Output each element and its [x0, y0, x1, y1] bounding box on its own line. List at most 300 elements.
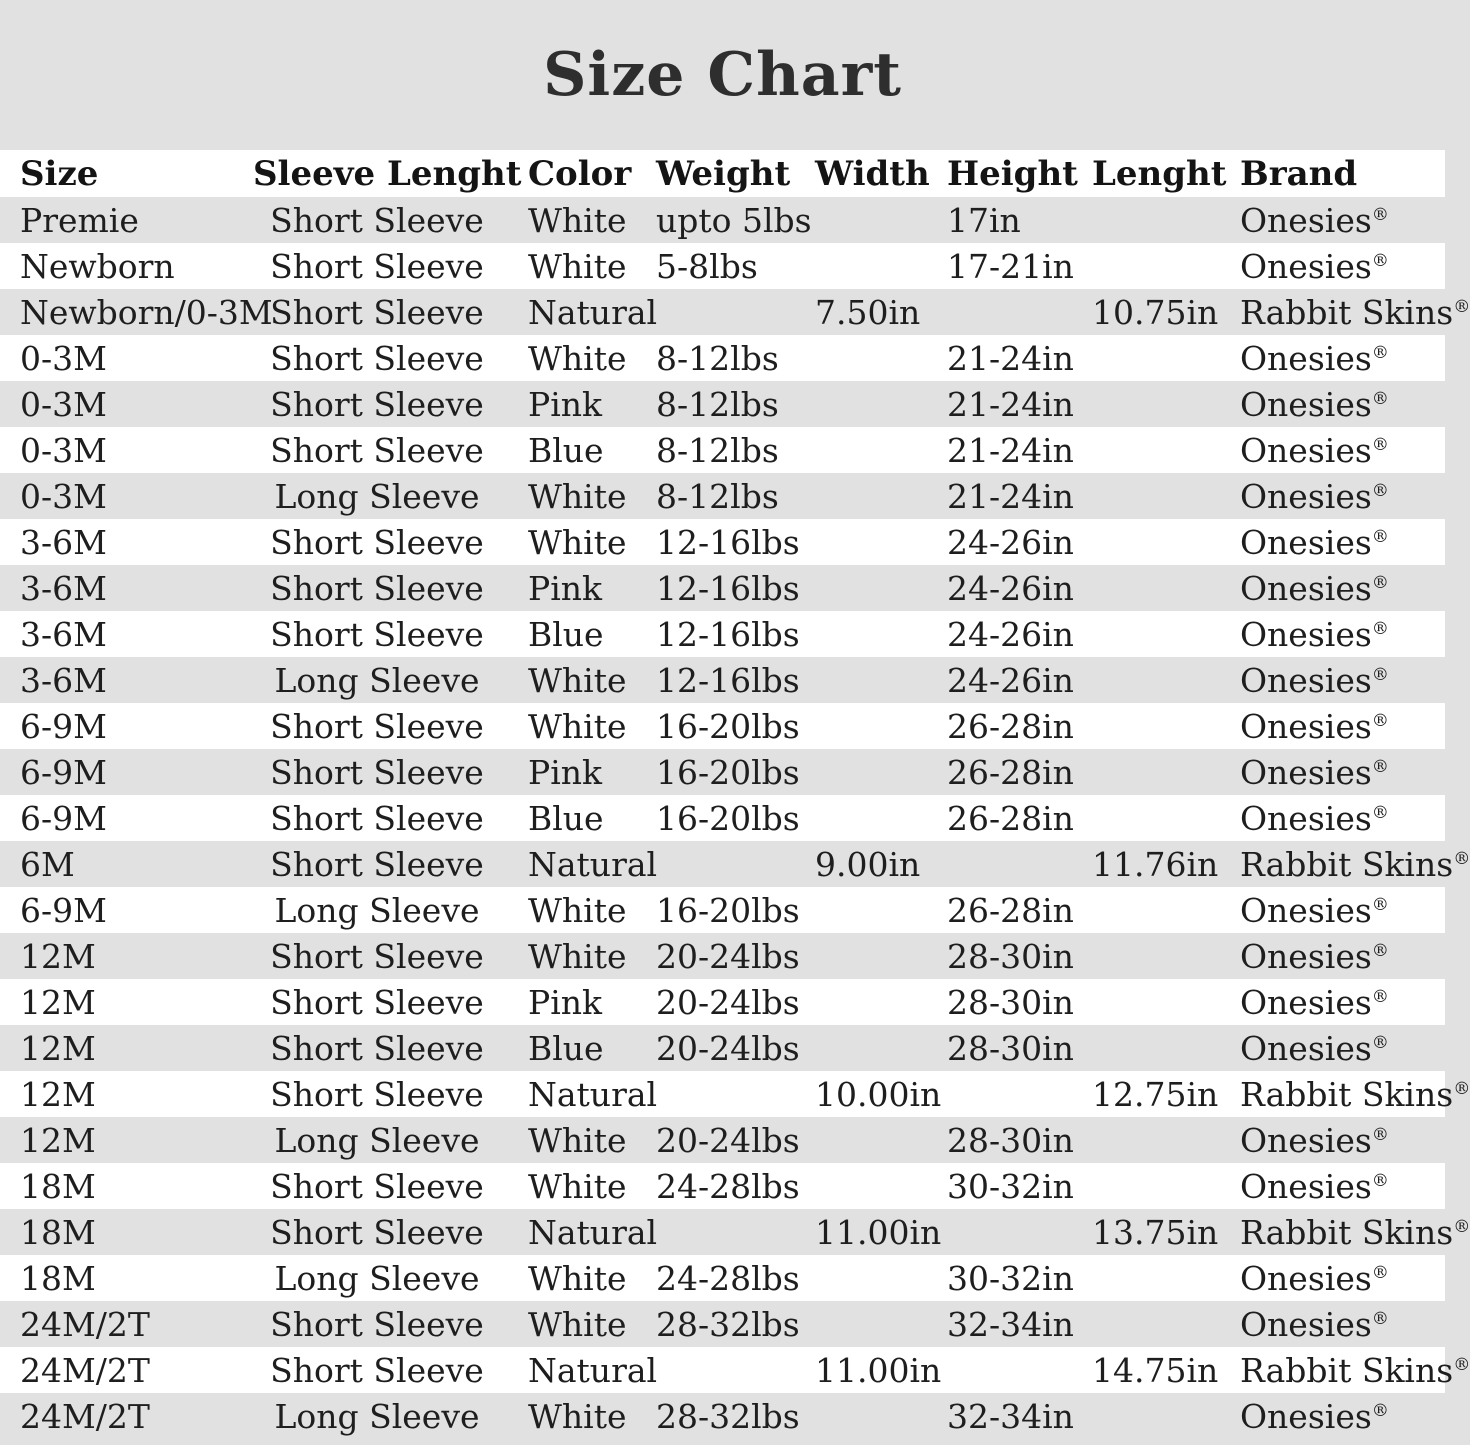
cell-weight: 24-28lbs — [656, 1258, 800, 1298]
cell-size: 0-3M — [20, 384, 107, 424]
registered-trademark-symbol: ® — [1371, 1124, 1389, 1145]
cell-lenght — [1092, 887, 1240, 933]
cell-lenght: 11.76in — [1092, 844, 1219, 884]
cell-brand — [1240, 381, 1445, 427]
cell-lenght — [1092, 427, 1240, 473]
cell-sleeve-lenght: Short Sleeve — [270, 1028, 484, 1068]
cell-sleeve-lenght: Short Sleeve — [270, 1304, 484, 1344]
cell-color: White — [528, 1120, 627, 1160]
cell-sleeve-lenght: Long Sleeve — [274, 890, 480, 930]
cell-brand — [1240, 611, 1445, 657]
cell-color: Natural — [528, 1350, 658, 1390]
registered-trademark-symbol: ® — [1371, 986, 1389, 1007]
cell-brand — [1240, 1347, 1470, 1393]
cell-height: 28-30in — [947, 1028, 1074, 1068]
cell-sleeve-lenght: Long Sleeve — [274, 1396, 480, 1436]
registered-trademark-symbol: ® — [1371, 756, 1389, 777]
cell-lenght — [1092, 197, 1240, 243]
cell-size: 3-6M — [20, 614, 107, 654]
cell-width: 11.00in — [815, 1350, 942, 1390]
cell-height: 21-24in — [947, 430, 1074, 470]
cell-weight: 24-28lbs — [656, 1166, 800, 1206]
brand-name: Onesies — [1240, 476, 1372, 516]
table-row — [0, 611, 1445, 657]
cell-height: 26-28in — [947, 706, 1074, 746]
cell-sleeve-lenght: Long Sleeve — [274, 1120, 480, 1160]
table-row — [0, 749, 1445, 795]
cell-lenght — [1092, 1117, 1240, 1163]
cell-color: White — [528, 1258, 627, 1298]
cell-sleeve-lenght: Short Sleeve — [270, 292, 484, 332]
cell-height: 28-30in — [947, 982, 1074, 1022]
cell-lenght — [1092, 657, 1240, 703]
cell-brand — [1240, 1071, 1470, 1117]
cell-lenght — [1092, 565, 1240, 611]
registered-trademark-symbol: ® — [1371, 1400, 1389, 1421]
cell-color: Pink — [528, 384, 603, 424]
cell-weight: 16-20lbs — [656, 752, 800, 792]
brand-name: Onesies — [1240, 890, 1372, 930]
cell-size: 18M — [20, 1258, 96, 1298]
table-row — [0, 473, 1445, 519]
registered-trademark-symbol: ® — [1371, 1262, 1389, 1283]
cell-sleeve-lenght: Short Sleeve — [270, 1212, 484, 1252]
brand-name: Onesies — [1240, 200, 1372, 240]
cell-weight: 16-20lbs — [656, 706, 800, 746]
cell-sleeve-lenght: Short Sleeve — [270, 200, 484, 240]
cell-brand — [1240, 933, 1445, 979]
registered-trademark-symbol: ® — [1371, 710, 1389, 731]
cell-sleeve-lenght: Short Sleeve — [270, 798, 484, 838]
cell-weight: 16-20lbs — [656, 890, 800, 930]
registered-trademark-symbol: ® — [1371, 940, 1389, 961]
cell-lenght — [1092, 1163, 1240, 1209]
cell-brand — [1240, 1117, 1445, 1163]
table-row — [0, 703, 1445, 749]
cell-width — [815, 703, 947, 749]
table-row — [0, 289, 1445, 335]
brand-name: Onesies — [1240, 982, 1372, 1022]
cell-brand — [1240, 1163, 1445, 1209]
cell-color: White — [528, 246, 627, 286]
brand-name: Onesies — [1240, 1304, 1372, 1344]
header-row — [0, 150, 1445, 197]
cell-size: 0-3M — [20, 338, 107, 378]
cell-weight: 12-16lbs — [656, 660, 800, 700]
cell-weight: 12-16lbs — [656, 568, 800, 608]
cell-brand — [1240, 1209, 1470, 1255]
cell-size: Newborn — [20, 246, 175, 286]
cell-size: 24M/2T — [20, 1350, 150, 1390]
cell-weight — [656, 841, 815, 887]
cell-lenght: 13.75in — [1092, 1212, 1219, 1252]
brand-name: Onesies — [1240, 522, 1372, 562]
cell-lenght — [1092, 979, 1240, 1025]
cell-sleeve-lenght: Short Sleeve — [270, 568, 484, 608]
cell-height: 30-32in — [947, 1166, 1074, 1206]
cell-lenght — [1092, 1393, 1240, 1439]
table-row — [0, 1071, 1445, 1117]
cell-sleeve-lenght: Short Sleeve — [270, 430, 484, 470]
registered-trademark-symbol: ® — [1371, 572, 1389, 593]
cell-sleeve-lenght: Short Sleeve — [270, 982, 484, 1022]
cell-color: White — [528, 706, 627, 746]
registered-trademark-symbol: ® — [1453, 1216, 1470, 1237]
cell-color: White — [528, 200, 627, 240]
table-row — [0, 519, 1445, 565]
brand-name: Onesies — [1240, 798, 1372, 838]
table-row — [0, 197, 1445, 243]
cell-brand — [1240, 979, 1445, 1025]
cell-size: 0-3M — [20, 430, 107, 470]
cell-weight: 20-24lbs — [656, 1028, 800, 1068]
cell-brand — [1240, 1393, 1445, 1439]
cell-height: 26-28in — [947, 798, 1074, 838]
cell-lenght — [1092, 243, 1240, 289]
cell-lenght: 10.75in — [1092, 292, 1219, 332]
cell-height: 24-26in — [947, 660, 1074, 700]
table-row — [0, 1301, 1445, 1347]
brand-name: Rabbit Skins — [1240, 1350, 1454, 1390]
cell-brand — [1240, 1301, 1445, 1347]
table-row — [0, 381, 1445, 427]
cell-width — [815, 565, 947, 611]
cell-color: White — [528, 936, 627, 976]
cell-lenght — [1092, 749, 1240, 795]
registered-trademark-symbol: ® — [1371, 894, 1389, 915]
cell-color: Natural — [528, 844, 658, 884]
brand-name: Onesies — [1240, 430, 1372, 470]
cell-weight: 28-32lbs — [656, 1304, 800, 1344]
cell-width — [815, 979, 947, 1025]
cell-size: 6M — [20, 844, 75, 884]
cell-weight: 20-24lbs — [656, 982, 800, 1022]
cell-width — [815, 1255, 947, 1301]
cell-size: 18M — [20, 1212, 96, 1252]
registered-trademark-symbol: ® — [1371, 434, 1389, 455]
cell-weight: 16-20lbs — [656, 798, 800, 838]
brand-name: Onesies — [1240, 660, 1372, 700]
registered-trademark-symbol: ® — [1371, 1032, 1389, 1053]
cell-brand — [1240, 519, 1445, 565]
cell-brand — [1240, 565, 1445, 611]
cell-height: 30-32in — [947, 1258, 1074, 1298]
brand-name: Onesies — [1240, 614, 1372, 654]
table-body — [0, 197, 1470, 1439]
registered-trademark-symbol: ® — [1371, 802, 1389, 823]
cell-lenght — [1092, 473, 1240, 519]
cell-brand — [1240, 703, 1445, 749]
cell-weight: 5-8lbs — [656, 246, 758, 286]
cell-height: 21-24in — [947, 384, 1074, 424]
cell-width: 9.00in — [815, 844, 921, 884]
brand-name: Onesies — [1240, 246, 1372, 286]
cell-weight: 8-12lbs — [656, 476, 779, 516]
cell-width — [815, 427, 947, 473]
cell-width — [815, 335, 947, 381]
brand-name: Onesies — [1240, 752, 1372, 792]
cell-color: White — [528, 1166, 627, 1206]
cell-width — [815, 381, 947, 427]
cell-sleeve-lenght: Short Sleeve — [270, 752, 484, 792]
cell-brand — [1240, 427, 1445, 473]
cell-height — [947, 1209, 1092, 1255]
brand-name: Rabbit Skins — [1240, 292, 1454, 332]
cell-size: 24M/2T — [20, 1304, 150, 1344]
title-band — [0, 0, 1445, 150]
registered-trademark-symbol: ® — [1453, 1078, 1470, 1099]
registered-trademark-symbol: ® — [1371, 664, 1389, 685]
cell-color: Natural — [528, 1212, 658, 1252]
cell-sleeve-lenght: Short Sleeve — [270, 936, 484, 976]
cell-height: 26-28in — [947, 890, 1074, 930]
table-row — [0, 1117, 1445, 1163]
brand-name: Onesies — [1240, 1396, 1372, 1436]
cell-height: 28-30in — [947, 936, 1074, 976]
cell-size: 12M — [20, 936, 96, 976]
cell-brand — [1240, 243, 1445, 289]
registered-trademark-symbol: ® — [1453, 848, 1470, 869]
cell-sleeve-lenght: Long Sleeve — [274, 660, 480, 700]
table-row — [0, 1255, 1445, 1301]
brand-name: Onesies — [1240, 1028, 1372, 1068]
cell-height: 26-28in — [947, 752, 1074, 792]
cell-color: Natural — [528, 1074, 658, 1114]
registered-trademark-symbol: ® — [1371, 342, 1389, 363]
cell-height: 32-34in — [947, 1304, 1074, 1344]
cell-color: White — [528, 1396, 627, 1436]
cell-height: 24-26in — [947, 614, 1074, 654]
cell-sleeve-lenght: Short Sleeve — [270, 338, 484, 378]
cell-sleeve-lenght: Long Sleeve — [274, 476, 480, 516]
cell-color: Natural — [528, 292, 658, 332]
brand-name: Onesies — [1240, 338, 1372, 378]
cell-weight: upto 5lbs — [656, 200, 812, 240]
cell-width — [815, 1393, 947, 1439]
cell-weight — [656, 1347, 815, 1393]
brand-name: Onesies — [1240, 568, 1372, 608]
cell-sleeve-lenght: Short Sleeve — [270, 1350, 484, 1390]
cell-width — [815, 933, 947, 979]
cell-lenght — [1092, 933, 1240, 979]
cell-brand — [1240, 841, 1470, 887]
table-row — [0, 565, 1445, 611]
registered-trademark-symbol: ® — [1371, 1170, 1389, 1191]
cell-height: 21-24in — [947, 476, 1074, 516]
cell-sleeve-lenght: Short Sleeve — [270, 1074, 484, 1114]
column-header-width: Width — [815, 153, 930, 194]
cell-sleeve-lenght: Short Sleeve — [270, 522, 484, 562]
cell-brand — [1240, 887, 1445, 933]
cell-weight: 20-24lbs — [656, 936, 800, 976]
cell-height: 17in — [947, 200, 1021, 240]
table-row — [0, 1209, 1445, 1255]
cell-size: Premie — [20, 200, 139, 240]
cell-width: 11.00in — [815, 1212, 942, 1252]
column-header-size: Size — [20, 153, 99, 194]
table-row — [0, 657, 1445, 703]
cell-height — [947, 1071, 1092, 1117]
cell-brand — [1240, 335, 1445, 381]
table-row — [0, 243, 1445, 289]
cell-height: 24-26in — [947, 522, 1074, 562]
cell-weight: 8-12lbs — [656, 384, 779, 424]
cell-sleeve-lenght: Short Sleeve — [270, 1166, 484, 1206]
cell-lenght — [1092, 381, 1240, 427]
cell-size: 12M — [20, 1120, 96, 1160]
cell-size: Newborn/0-3M — [20, 292, 273, 332]
table-row — [0, 979, 1445, 1025]
page-title: Size Chart — [543, 40, 902, 110]
cell-height — [947, 841, 1092, 887]
cell-sleeve-lenght: Short Sleeve — [270, 706, 484, 746]
cell-sleeve-lenght: Long Sleeve — [274, 1258, 480, 1298]
cell-color: Blue — [528, 798, 604, 838]
table-row — [0, 887, 1445, 933]
cell-color: Pink — [528, 752, 603, 792]
cell-size: 6-9M — [20, 890, 107, 930]
registered-trademark-symbol: ® — [1453, 296, 1470, 317]
brand-name: Onesies — [1240, 1258, 1372, 1298]
registered-trademark-symbol: ® — [1371, 250, 1389, 271]
cell-width — [815, 749, 947, 795]
cell-width — [815, 1301, 947, 1347]
cell-color: White — [528, 890, 627, 930]
size-chart-table — [0, 150, 1470, 1439]
cell-size: 12M — [20, 1074, 96, 1114]
cell-weight: 12-16lbs — [656, 614, 800, 654]
cell-size: 0-3M — [20, 476, 107, 516]
column-header-color: Color — [528, 153, 632, 194]
cell-size: 3-6M — [20, 522, 107, 562]
cell-color: Blue — [528, 430, 604, 470]
cell-weight: 28-32lbs — [656, 1396, 800, 1436]
cell-width — [815, 243, 947, 289]
registered-trademark-symbol: ® — [1371, 618, 1389, 639]
cell-color: White — [528, 660, 627, 700]
column-header-height: Height — [947, 153, 1078, 194]
cell-sleeve-lenght: Short Sleeve — [270, 246, 484, 286]
table-row — [0, 1393, 1445, 1439]
column-header-lenght: Lenght — [1092, 153, 1227, 194]
cell-width — [815, 1117, 947, 1163]
cell-color: Blue — [528, 614, 604, 654]
cell-width — [815, 197, 947, 243]
registered-trademark-symbol: ® — [1371, 480, 1389, 501]
cell-height: 28-30in — [947, 1120, 1074, 1160]
cell-size: 24M/2T — [20, 1396, 150, 1436]
brand-name: Onesies — [1240, 1120, 1372, 1160]
cell-brand — [1240, 795, 1445, 841]
cell-weight: 8-12lbs — [656, 338, 779, 378]
cell-height: 17-21in — [947, 246, 1074, 286]
table-header — [0, 150, 1445, 197]
registered-trademark-symbol: ® — [1371, 204, 1389, 225]
registered-trademark-symbol: ® — [1371, 388, 1389, 409]
cell-size: 12M — [20, 982, 96, 1022]
table-row — [0, 1347, 1445, 1393]
cell-sleeve-lenght: Short Sleeve — [270, 614, 484, 654]
cell-weight — [656, 289, 815, 335]
cell-brand — [1240, 197, 1445, 243]
cell-brand — [1240, 1255, 1445, 1301]
cell-lenght: 12.75in — [1092, 1074, 1219, 1114]
cell-size: 6-9M — [20, 706, 107, 746]
brand-name: Onesies — [1240, 936, 1372, 976]
cell-brand — [1240, 473, 1445, 519]
cell-brand — [1240, 657, 1445, 703]
cell-lenght — [1092, 611, 1240, 657]
cell-width: 7.50in — [815, 292, 921, 332]
cell-sleeve-lenght: Short Sleeve — [270, 384, 484, 424]
table-row — [0, 335, 1445, 381]
cell-width — [815, 1025, 947, 1071]
column-header-weight: Weight — [656, 153, 791, 194]
cell-width — [815, 473, 947, 519]
cell-lenght — [1092, 1301, 1240, 1347]
cell-brand — [1240, 289, 1470, 335]
brand-name: Rabbit Skins — [1240, 1212, 1454, 1252]
brand-name: Onesies — [1240, 706, 1372, 746]
cell-lenght — [1092, 335, 1240, 381]
column-header-sleeve-lenght: Sleeve Lenght — [253, 153, 522, 194]
table-row — [0, 795, 1445, 841]
table-row — [0, 1025, 1445, 1071]
cell-lenght — [1092, 1255, 1240, 1301]
cell-width — [815, 519, 947, 565]
cell-color: White — [528, 1304, 627, 1344]
cell-width — [815, 1163, 947, 1209]
cell-height: 32-34in — [947, 1396, 1074, 1436]
cell-lenght — [1092, 519, 1240, 565]
cell-size: 6-9M — [20, 752, 107, 792]
cell-size: 12M — [20, 1028, 96, 1068]
column-header-brand: Brand — [1240, 153, 1358, 194]
cell-brand — [1240, 1025, 1445, 1071]
cell-weight — [656, 1071, 815, 1117]
registered-trademark-symbol: ® — [1371, 526, 1389, 547]
cell-lenght — [1092, 703, 1240, 749]
cell-lenght: 14.75in — [1092, 1350, 1219, 1390]
cell-size: 18M — [20, 1166, 96, 1206]
brand-name: Rabbit Skins — [1240, 844, 1454, 884]
cell-height — [947, 289, 1092, 335]
cell-size: 6-9M — [20, 798, 107, 838]
cell-height: 24-26in — [947, 568, 1074, 608]
cell-brand — [1240, 749, 1445, 795]
cell-width — [815, 611, 947, 657]
cell-color: Pink — [528, 982, 603, 1022]
brand-name: Rabbit Skins — [1240, 1074, 1454, 1114]
table-row — [0, 1163, 1445, 1209]
table-row — [0, 427, 1445, 473]
brand-name: Onesies — [1240, 1166, 1372, 1206]
cell-lenght — [1092, 795, 1240, 841]
table-row — [0, 841, 1445, 887]
registered-trademark-symbol: ® — [1371, 1308, 1389, 1329]
cell-width — [815, 795, 947, 841]
cell-width — [815, 657, 947, 703]
cell-lenght — [1092, 1025, 1240, 1071]
cell-color: White — [528, 522, 627, 562]
cell-height — [947, 1347, 1092, 1393]
cell-width — [815, 887, 947, 933]
cell-sleeve-lenght: Short Sleeve — [270, 844, 484, 884]
cell-height: 21-24in — [947, 338, 1074, 378]
cell-weight: 12-16lbs — [656, 522, 800, 562]
cell-weight — [656, 1209, 815, 1255]
cell-size: 3-6M — [20, 568, 107, 608]
